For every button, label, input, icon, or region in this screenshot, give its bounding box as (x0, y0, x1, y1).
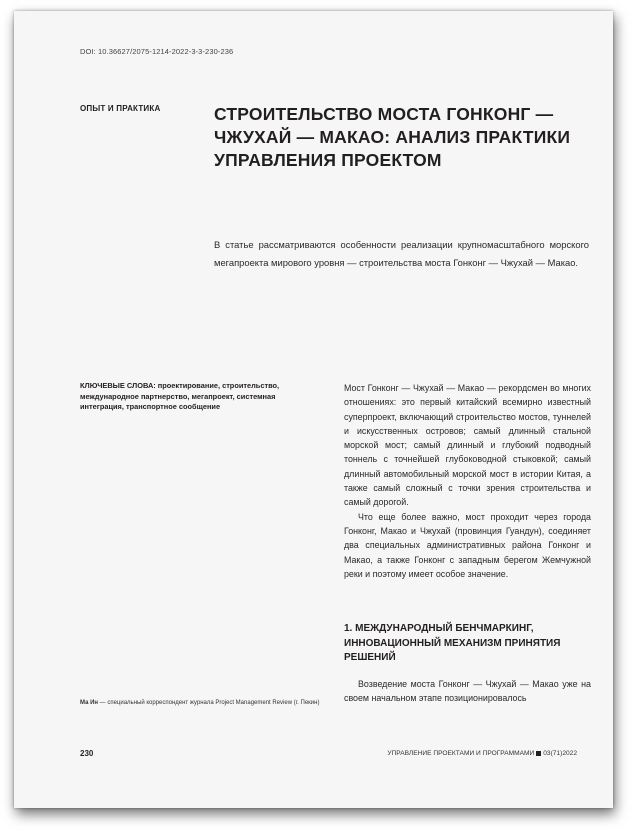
square-icon (536, 751, 541, 756)
body-paragraph-1: Мост Гонконг — Чжухай — Макао — рекордсмен во многих отношениях: это первый китайский всемирно известный суперпроект, включающий строительство мостов, туннелей и искусственных островов; самый длинный стальной морской мост; самый длинный и глубокий подводный тоннель с точнейшей глубоководной стыковкой; самый длинный автомобильный морской мост в истории Китая, а также самый сложный с точки зрения строительства и самый дорогой. (344, 383, 591, 508)
author-name: Ма Ин (80, 700, 99, 706)
document-page (14, 11, 613, 808)
doi-label: DOI: 10.36627/2075-1214-2022-3-3-230-236 (80, 47, 234, 56)
author-description: — специальный корреспондент журнала Project Management Review (г. Пекин) (98, 700, 320, 706)
journal-footer (387, 750, 577, 757)
body-paragraph-2: Что еще более важно, мост проходит через города Гонконг, Макао и Чжухай (провинция Гуандун), соединяет два специальных административных района Гонконг и Макао, а также Гонконг с западным берегом Жемчужной реки и поэтому имеет особое значение. (344, 511, 591, 579)
author-note (80, 700, 319, 706)
body-column (344, 381, 591, 581)
page-number: 230 (80, 749, 94, 758)
journal-name: УПРАВЛЕНИЕ ПРОЕКТАМИ И ПРОГРАММАМИ (387, 750, 535, 757)
abstract-text: В статье рассматриваются особенности реализации крупномасштабного морского мегапроекта мирового уровня — строительства моста Гонконг — Чжухай — Макао. (214, 239, 589, 268)
body-paragraph-3: Возведение моста Гонконг — Чжухай — Макао уже на своем начальном этапе позиционировалось (344, 679, 591, 704)
keywords-text: КЛЮЧЕВЫЕ СЛОВА: проектирование, строительство, международное партнерство, мегапроект, системная интеграция, транспортное сообщение (80, 381, 280, 411)
journal-issue: 03(71)2022 (543, 750, 577, 757)
article-title: СТРОИТЕЛЬСТВО МОСТА ГОНКОНГ — ЧЖУХАЙ — МАКАО: АНАЛИЗ ПРАКТИКИ УПРАВЛЕНИЯ ПРОЕКТОМ (214, 104, 571, 170)
section-heading: 1. МЕЖДУНАРОДНЫЙ БЕНЧМАРКИНГ, ИННОВАЦИОННЫЙ МЕХАНИЗМ ПРИНЯТИЯ РЕШЕНИЙ (344, 623, 561, 663)
section-label: ОПЫТ И ПРАКТИКА (80, 104, 161, 113)
